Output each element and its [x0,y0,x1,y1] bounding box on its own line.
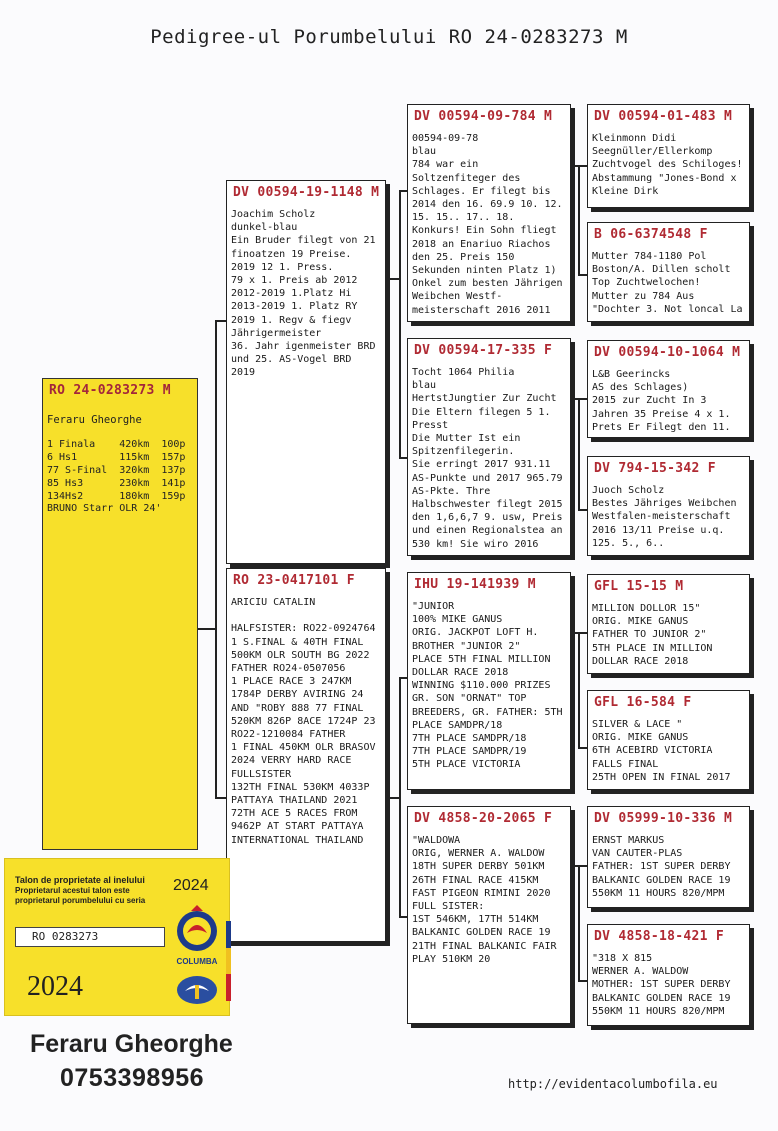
connector-gp4-vertical [578,865,580,981]
table-row [47,477,197,490]
ticket-ring-number: RO 0283273 [15,927,165,947]
result-distance: 180km [119,491,150,502]
ring-number: DV 00594-01-483 M [594,109,733,124]
pigeon-description: L&B Geerincks AS des Schlages) 2015 zur Zucht In 3 Jahren 35 Preise 4 x 1. Prets Er Filegt den 11. [592,369,731,433]
footer-owner-name: Feraru Gheorghe [30,1030,233,1058]
ticket-text [15,875,165,906]
romania-flag-strip-icon [226,921,231,1001]
ownership-ticket [4,858,230,1016]
result-distance: 420km [119,439,150,450]
ring-number: GFL 16-584 F [594,695,692,710]
result-points: 141p [161,478,186,489]
pigeon-description: "WALDOWA ORIG, WERNER A. WALDOW 18TH SUPER DERBY 501KM 26TH FINAL RACE 415KM FAST PIGEON RIMINI 2020 FULL SISTER: 1ST 546KM, 17TH 514KM BALKANIC GOLDEN RACE 19 21TH FINAL BALKANIC FAIR PLAY 510KM 20 [412,835,557,965]
ring-number: DV 4858-18-421 F [594,929,725,944]
result-points: 159p [161,491,186,502]
grandparent-card [407,572,571,790]
result-race: 1 Finala [47,439,96,450]
pigeon-description: ERNST MARKUS VAN CAUTER-PLAS FATHER: 1ST SUPER DERBY BALKANIC GOLDEN RACE 19 550KM 11 HOURS 820/MPM [592,835,731,899]
sire-ring-number: DV 00594-19-1148 M [233,185,380,200]
connector-gp1-vertical [578,165,580,275]
great-grandparent-card [587,340,750,438]
pigeon-description: Tocht 1064 Philia blau HertstJungtier Zur Zucht Die Eltern filegen 5 1. Presst Die Mutter Ist ein Spitzenfilegerin. Sie erringt 2017 931.11 AS-Punkte und 2017 965.79 AS-Pkte. Thre Halbschwester filegt 2015 den 1,6,6,7 9. usw, Preis und einen Regionalstea an 530 km! Sie wiro 2016 [412,367,563,550]
page-title: Pedigree-ul Porumbelului RO 24-0283273 M [150,26,628,48]
ring-number: IHU 19-141939 M [414,577,536,592]
footer-url[interactable]: http://evidentacolumbofila.eu [508,1077,718,1091]
connector-sire-vertical [399,190,401,458]
connector-root-vertical [215,320,217,798]
ticket-year-top: 2024 [173,877,209,894]
result-race: 77 S-Final [47,465,108,476]
great-grandparent-card [587,806,750,908]
great-grandparent-card [587,104,750,208]
result-distance: 115km [119,452,150,463]
root-results-table [47,438,197,503]
grandparent-card [407,806,571,1024]
result-race: 134Hs2 [47,491,84,502]
root-owner: Feraru Gheorghe [47,414,142,426]
dam-ring-number: RO 23-0417101 F [233,573,355,588]
ring-number: DV 00594-17-335 F [414,343,553,358]
result-distance: 320km [119,465,150,476]
ring-number: DV 05999-10-336 M [594,811,733,826]
pigeon-description: Mutter 784-1180 Pol Boston/A. Dillen scholt Top Zuchtwelochen! Mutter zu 784 Aus "Dochter 3. Not loncal La [592,251,743,315]
connector-dam-vertical [399,677,401,917]
pigeon-description: SILVER & LACE " ORIG. MIKE GANUS 6TH ACEBIRD VICTORIA FALLS FINAL 25TH OPEN IN FINAL 2017 [592,719,731,783]
ring-number: DV 00594-09-784 M [414,109,553,124]
result-race: 6 Hs1 [47,452,78,463]
dam-card [226,568,386,942]
great-grandparent-card [587,690,750,790]
ticket-heading: Talon de proprietate al inelului [15,875,145,885]
connector-root [198,628,216,630]
result-race: 85 Hs3 [47,478,84,489]
root-ring-number: RO 24-0283273 M [49,383,171,398]
great-grandparent-card [587,456,750,556]
columba-logo-icon [173,903,221,955]
pigeon-description: MILLION DOLLOR 15" ORIG. MIKE GANUS FATHER TO JUNIOR 2" 5TH PLACE IN MILLION DOLLAR RACE 2018 [592,603,713,667]
ticket-logo-label: COLUMBA [176,957,218,966]
sire-card [226,180,386,564]
ticket-subtext: Proprietarul acestui talon este proprietarul porumbelului cu seria [15,886,146,905]
result-points: 100p [161,439,186,450]
root-note: BRUNO Starr OLR 24' [47,503,162,514]
table-row [47,438,197,451]
sire-description: Joachim Scholz dunkel-blau Ein Bruder filegt von 21 finoatzen 19 Preise. 2019 12 1. Press. 79 x 1. Preis ab 2012 2012-2019 1.Platz Hi 2013-2019 1. Platz RY 2019 1. Regv & fiegv Jährigermeister 36. Jahr igenmeister BRD und 25. AS-Vogel BRD 2019 [231,209,376,379]
ring-number: B 06-6374548 F [594,227,708,242]
table-row [47,451,197,464]
footer-phone: 0753398956 [60,1064,205,1092]
great-grandparent-card [587,924,750,1026]
pigeon-description: Juoch Scholz Bestes Jähriges Weibchen Westfalen-meisterschaft 2016 13/11 Preise u.q. 125. 5., 6.. [592,485,737,549]
pigeon-description: "JUNIOR 100% MIKE GANUS ORIG. JACKPOT LOFT H. BROTHER "JUNIOR 2" PLACE 5TH FINAL MILLION DOLLAR RACE 2018 WINNING $110.000 PRIZES GR. SON "ORNAT" TOP BREEDERS, GR. FATHER: 5TH PLACE SAMDPR/18 7TH PLACE SAMDPR/18 7TH PLACE SAMDPR/19 5TH PLACE VICTORIA [412,601,563,771]
federation-emblem-icon [175,973,219,1007]
result-points: 157p [161,452,186,463]
great-grandparent-card [587,222,750,322]
connector-gp2-vertical [578,398,580,510]
grandparent-card [407,338,571,556]
ring-number: DV 794-15-342 F [594,461,716,476]
pigeon-description: 00594-09-78 blau 784 war ein Soltzenfiteger des Schlages. Er filegt bis 2014 den 16. 69.9 10. 12. 15. 15.. 17.. 18. Konkurs! Ein Sohn fliegt 2018 an Enariuo Riachos den 25. Preis 150 Sekunden ninten Platz 1) Onkel zum besten Jährigen Weibchen Westf-meisterschaft 2016 2011 [412,133,563,316]
table-row [47,464,197,477]
grandparent-card [407,104,571,322]
pigeon-description: Kleinmonn Didi Seegnüller/Ellerkomp Zuchtvogel des Schiloges! Abstammung "Jones-Bond x Kleine Dirk [592,133,743,197]
table-row [47,490,197,503]
result-distance: 230km [119,478,150,489]
ticket-year-big: 2024 [27,971,83,1002]
root-pigeon-card [42,378,198,850]
ring-number: DV 00594-10-1064 M [594,345,741,360]
dam-description: ARICIU CATALIN HALFSISTER: RO22-0924764 1 S.FINAL & 40TH FINAL 500KM OLR SOUTH BG 2022 FATHER RO24-0507056 1 PLACE RACE 3 247KM 1784P DERBY AVIRING 24 AND "ROBY 888 77 FINAL 520KM 826P 8ACE 1724P 23 RO22-1210084 FATHER 1 FINAL 450KM OLR BRASOV 2024 VERRY HARD RACE FULLSISTER 132TH FINAL 530KM 4033P PATTAYA THAILAND 2021 72TH ACE 5 RACES FROM 9462P AT START PATTAYA INTERNATIONAL THAILAND [231,597,376,846]
great-grandparent-card [587,574,750,674]
ring-number: GFL 15-15 M [594,579,684,594]
pigeon-description: "318 X 815 WERNER A. WALDOW MOTHER: 1ST SUPER DERBY BALKANIC GOLDEN RACE 19 550KM 11 HOURS 820/MPM [592,953,731,1017]
result-points: 137p [161,465,186,476]
ring-number: DV 4858-20-2065 F [414,811,553,826]
connector-gp3-vertical [578,632,580,748]
